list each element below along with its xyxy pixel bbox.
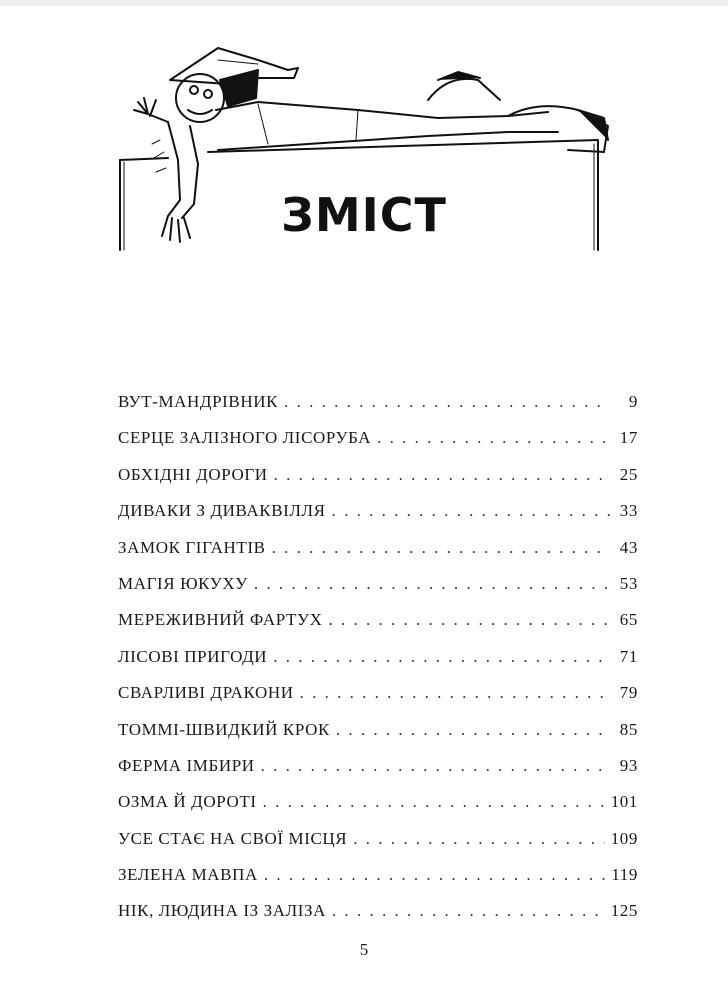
dot-leader xyxy=(332,901,605,921)
toc-entry[interactable] xyxy=(118,683,638,719)
toc-entry[interactable] xyxy=(118,610,638,646)
toc-entry[interactable] xyxy=(118,392,638,428)
dot-leader xyxy=(261,756,610,776)
top-edge xyxy=(0,0,728,6)
dot-leader xyxy=(274,465,610,485)
page-number: 5 xyxy=(359,940,369,959)
toc-entry-page: 119 xyxy=(611,865,638,885)
toc-entry-page: 9 xyxy=(628,392,638,411)
toc-entry-page: 85 xyxy=(619,719,638,739)
toc-entry[interactable] xyxy=(118,865,638,901)
dot-leader xyxy=(336,720,610,740)
toc-entry-page: 43 xyxy=(619,537,638,557)
toc-entry-title: СЕРЦЕ ЗАЛІЗНОГО ЛІСОРУБА xyxy=(118,428,372,448)
toc-entry-page: 25 xyxy=(619,464,638,484)
toc-entry[interactable] xyxy=(118,829,638,865)
toc-entry-title: ФЕРМА ІМБИРИ xyxy=(118,755,255,775)
toc-entry[interactable] xyxy=(118,792,638,828)
toc-entry-page: 71 xyxy=(619,646,638,666)
toc-entry[interactable] xyxy=(118,756,638,792)
toc-entry-title: МАГІЯ ЮКУХУ xyxy=(118,573,248,593)
toc-entry-page: 65 xyxy=(619,610,638,630)
toc-entry-title: ЛІСОВІ ПРИГОДИ xyxy=(118,646,268,666)
page-title: ЗМІСТ xyxy=(281,188,447,242)
toc-entry-title: СВАРЛИВІ ДРАКОНИ xyxy=(118,683,294,703)
toc-entry-title: МЕРЕЖИВНИЙ ФАРТУХ xyxy=(118,610,323,630)
toc-entry[interactable] xyxy=(118,465,638,501)
dot-leader xyxy=(273,647,610,667)
toc-entry-title: НІК, ЛЮДИНА ІЗ ЗАЛІЗА xyxy=(118,901,326,921)
toc-entry-title: ОБХІДНІ ДОРОГИ xyxy=(118,464,268,484)
toc-entry-page: 33 xyxy=(619,501,638,521)
dot-leader xyxy=(284,392,610,412)
toc-entry-title: ТОММІ-ШВИДКИЙ КРОК xyxy=(118,719,330,739)
toc-entry-page: 125 xyxy=(610,901,638,921)
toc-entry-page: 17 xyxy=(619,428,638,448)
toc-entry[interactable] xyxy=(118,901,638,937)
dot-leader xyxy=(332,501,610,521)
toc-entry-page: 93 xyxy=(619,755,638,775)
toc-entry-page: 79 xyxy=(619,683,638,703)
toc-entry[interactable] xyxy=(118,428,638,464)
toc-entry-title: ЗАМОК ГІГАНТІВ xyxy=(118,537,266,557)
dot-leader xyxy=(264,865,605,885)
toc-entry-title: ЗЕЛЕНА МАВПА xyxy=(118,865,258,885)
toc-entry[interactable] xyxy=(118,501,638,537)
toc-entry[interactable] xyxy=(118,574,638,610)
toc-entry-page: 53 xyxy=(619,573,638,593)
toc-entry-title: ДИВАКИ З ДИВАКВІЛЛЯ xyxy=(118,501,326,521)
toc-entry[interactable] xyxy=(118,720,638,756)
toc-entry-title: ВУТ-МАНДРІВНИК xyxy=(118,392,279,411)
toc-entry[interactable] xyxy=(118,538,638,574)
toc-entry-page: 101 xyxy=(610,792,638,812)
dot-leader xyxy=(328,610,610,630)
dot-leader xyxy=(272,538,610,558)
dot-leader xyxy=(353,829,604,849)
toc-entry[interactable] xyxy=(118,647,638,683)
toc-entry-title: ОЗМА Й ДОРОТІ xyxy=(118,792,257,812)
dot-leader xyxy=(377,428,610,448)
dot-leader xyxy=(254,574,610,594)
dot-leader xyxy=(300,683,610,703)
toc-entry-title: УСЕ СТАЄ НА СВОЇ МІСЦЯ xyxy=(118,828,348,848)
table-of-contents xyxy=(118,392,638,938)
dot-leader xyxy=(263,792,605,812)
toc-entry-page: 109 xyxy=(610,828,638,848)
